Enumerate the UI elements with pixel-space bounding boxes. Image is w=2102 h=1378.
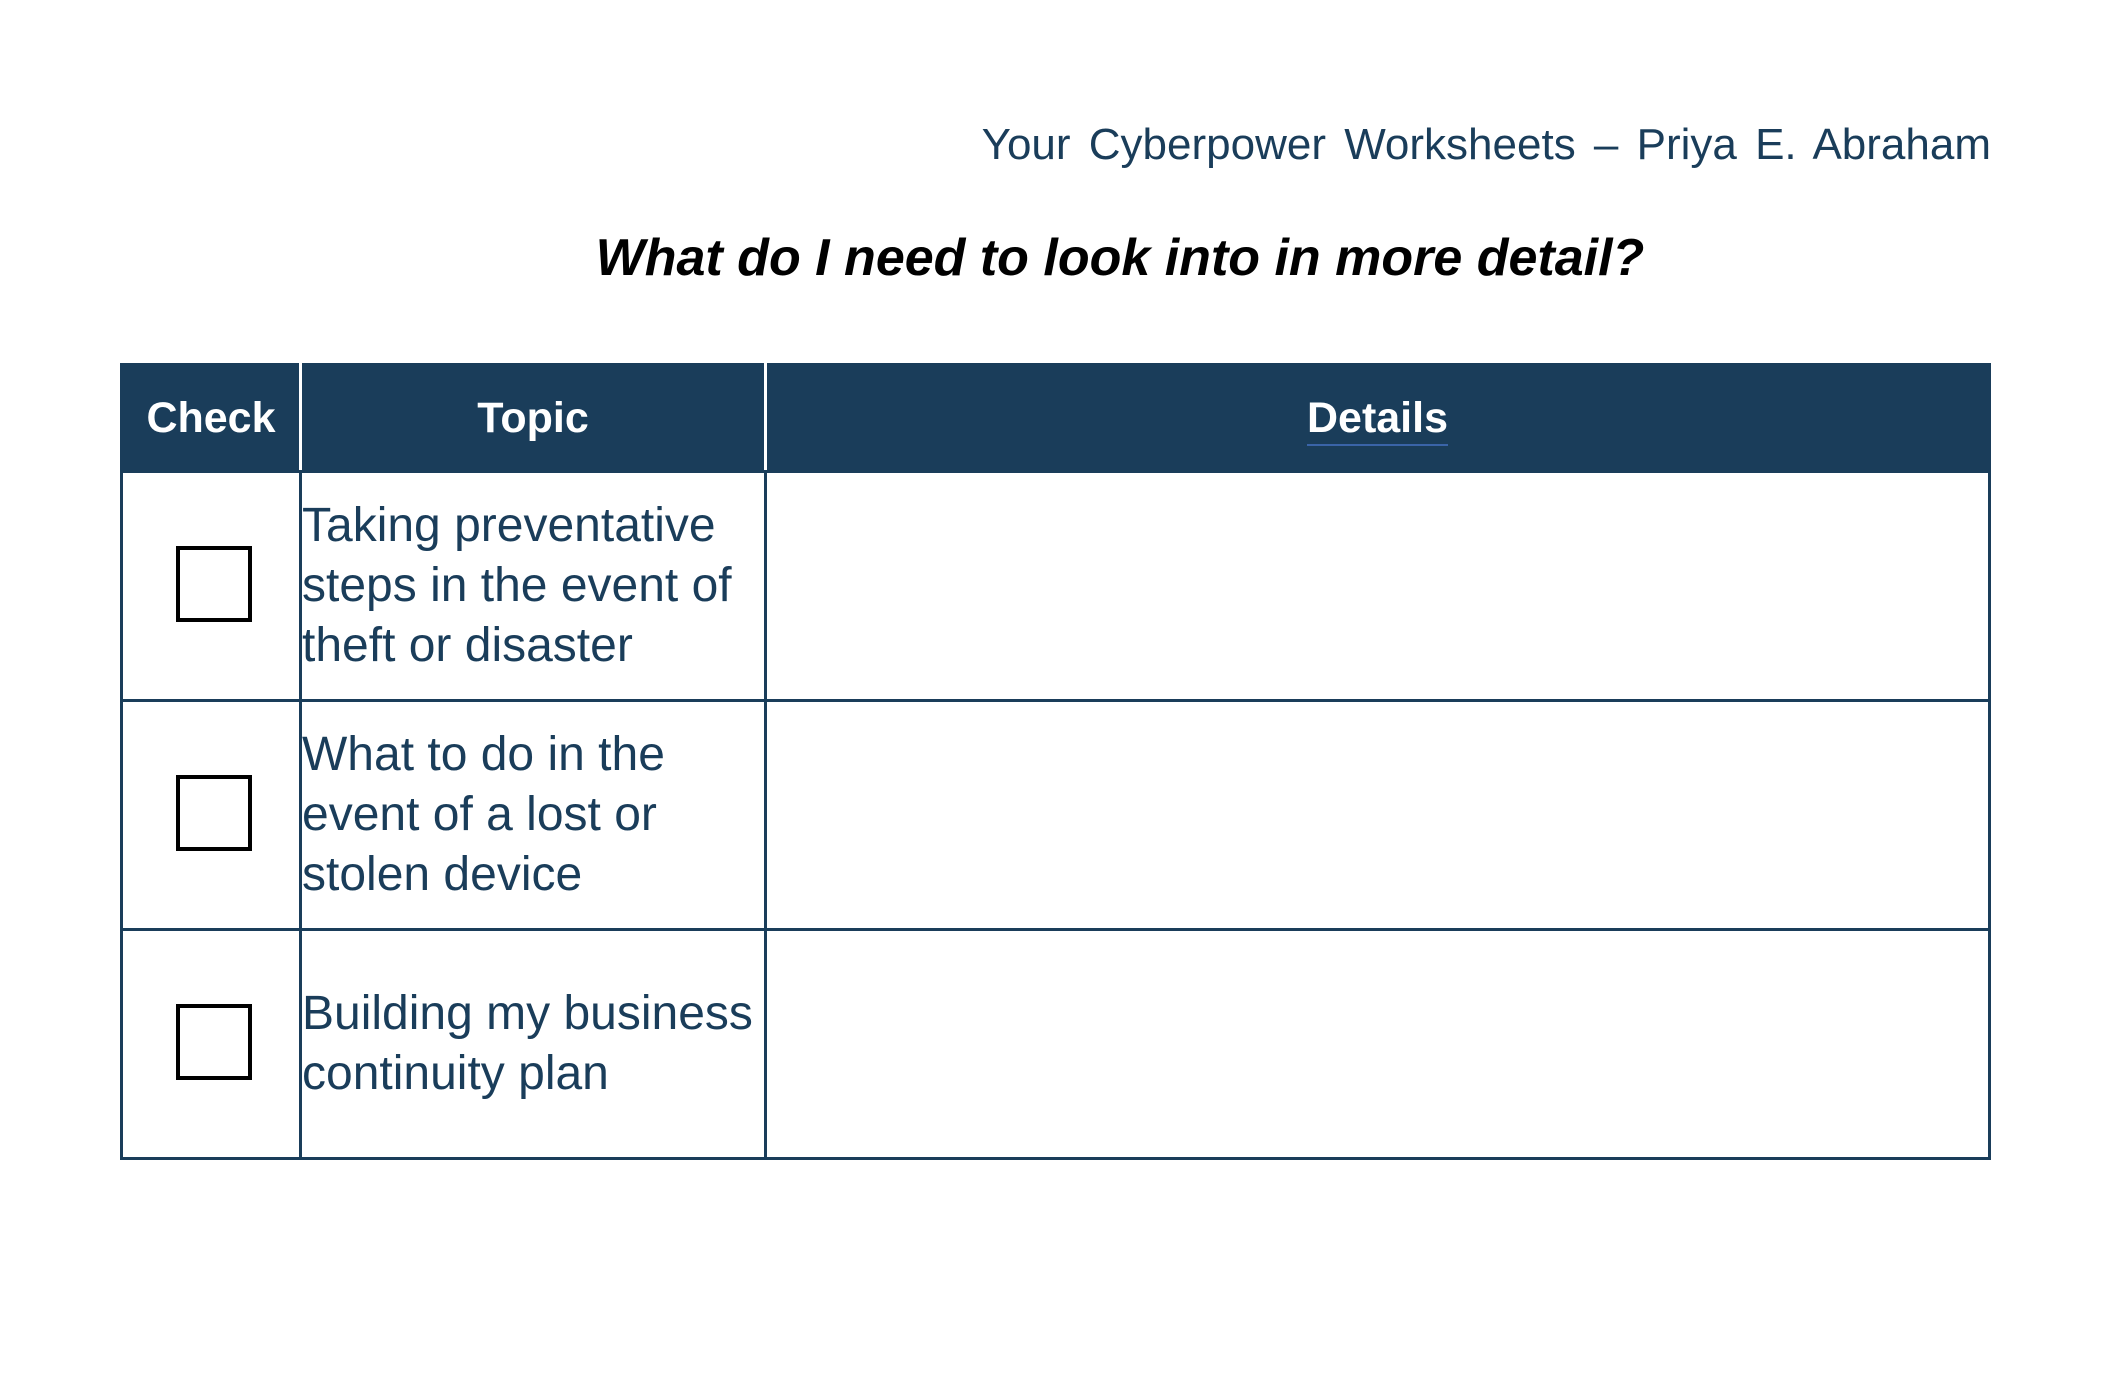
worksheet-table	[120, 363, 1991, 1160]
table-row	[122, 930, 1990, 1159]
details-cell[interactable]	[766, 472, 1990, 701]
column-header-check: Check	[122, 365, 301, 472]
checkbox[interactable]	[176, 546, 252, 622]
details-cell[interactable]	[766, 701, 1990, 930]
column-header-details	[766, 365, 1990, 472]
checkbox[interactable]	[176, 1004, 252, 1080]
check-cell	[122, 472, 301, 701]
table-row	[122, 472, 1990, 701]
details-cell[interactable]	[766, 930, 1990, 1159]
table-row	[122, 701, 1990, 930]
check-cell	[122, 701, 301, 930]
topic-cell: Building my business continuity plan	[301, 930, 766, 1159]
check-cell	[122, 930, 301, 1159]
topic-cell: What to do in the event of a lost or stolen device	[301, 701, 766, 930]
column-header-details-label: Details	[1307, 394, 1448, 446]
checkbox[interactable]	[176, 775, 252, 851]
topic-cell: Taking preventative steps in the event of theft or disaster	[301, 472, 766, 701]
column-header-topic: Topic	[301, 365, 766, 472]
page-title: What do I need to look into in more detail?	[595, 229, 1645, 287]
running-header: Your Cyberpower Worksheets – Priya E. Abraham	[981, 120, 1991, 169]
table-header-row	[122, 365, 1990, 472]
